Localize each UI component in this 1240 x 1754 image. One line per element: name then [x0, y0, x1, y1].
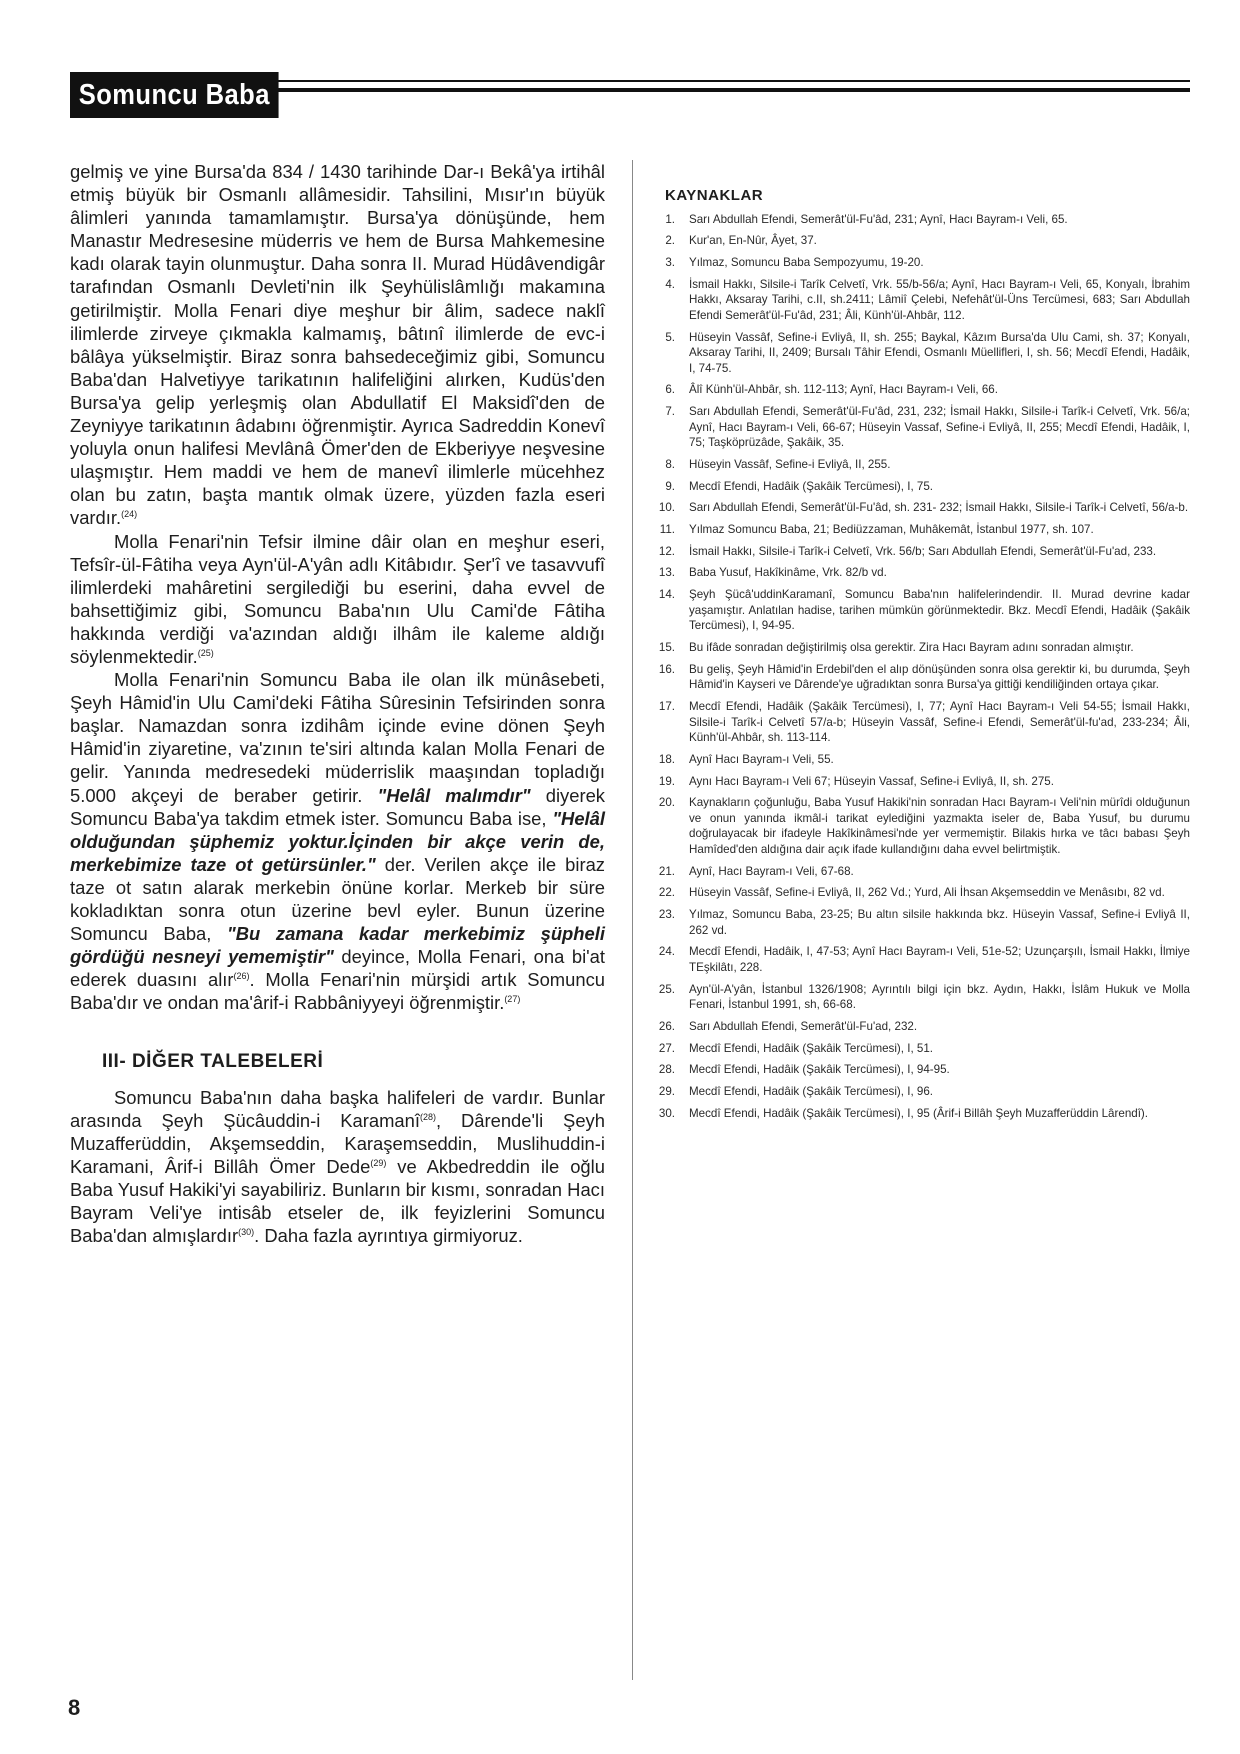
reference-item — [655, 907, 1190, 938]
reference-text: Mecdî Efendi, Hadâik (Şakâik Tercümesi), I, 75. — [689, 479, 934, 493]
reference-text: Baba Yusuf, Hakîkinâme, Vrk. 82/b vd. — [689, 566, 887, 580]
main-text-column — [70, 160, 605, 1247]
reference-item — [655, 752, 1190, 768]
footnote-ref: (26) — [233, 971, 250, 982]
reference-item — [655, 479, 1190, 495]
section-heading: III- DİĞER TALEBELERİ — [102, 1051, 324, 1073]
references-column — [655, 188, 1190, 1127]
reference-number: 19. — [658, 774, 675, 788]
reference-item — [655, 1062, 1190, 1078]
reference-item — [655, 640, 1190, 656]
reference-text: Yılmaz Somuncu Baba, 21; Bediüzzaman, Muhâkemât, İstanbul 1977, sh. 107. — [689, 523, 1094, 537]
paragraph-4: Somuncu Baba'nın daha başka halifeleri de vardır. Bunlar arasında Şeyh Şücâuddin-i Karamanî$^{(28)}$, Dârende'li Şeyh Muzafferüddin, Akşemseddin, Karaşemseddin, Muslihuddin-i Karamani, Ârif-i Billâh Ömer Dede$^{(29)}$ ve Akbedreddin ile oğlu Baba Yusuf Hakiki'yi sayabiliriz. Bunların bir kısmı, sonradan Hacı Bayram Veli'ye intisâb etseler de, ilk feyizlerini Somuncu Baba'dan almışlardır$^{(30)}$. Daha fazla ayrıntıya girmiyoruz. — [70, 1086, 605, 1247]
page-number: 8 — [68, 1695, 81, 1720]
reference-item — [655, 233, 1190, 249]
reference-text: Yılmaz, Somuncu Baba Sempozyumu, 19-20. — [689, 255, 924, 269]
reference-number: 17. — [658, 699, 675, 713]
reference-text: Kaynakların çoğunluğu, Baba Yusuf Hakiki'nin sonradan Hacı Bayram-ı Veli'nin mürîdi olduğunun ve onun yanında ikmâl-i tarikat eylediğini yazmakta iseler de, Baba Yusuf, bu durumu doğrulayacak bir ifadeyle Hakîkinâmesi'nde yer vermemiştir. Bilakis hırka ve tâcı babası Şeyh Hamîded'den aldığına dair açık ifade kullandığını daha evvel belirtmiştik. — [689, 796, 1190, 856]
reference-item — [655, 565, 1190, 581]
reference-number: 9. — [665, 479, 675, 493]
reference-text: Aynî, Hacı Bayram-ı Veli, 67-68. — [689, 864, 854, 878]
reference-number: 24. — [658, 945, 675, 959]
reference-text: Sarı Abdullah Efendi, Semerât'ül-Fu'âd, sh. 231- 232; İsmail Hakkı, Silsile-i Tarîk-i Celvetî, 56/a-b. — [689, 501, 1189, 515]
footnote-ref: (27) — [504, 994, 521, 1005]
reference-item — [655, 457, 1190, 473]
reference-number: 28. — [658, 1063, 675, 1077]
quote-helal-malimdir: "Helâl malımdır" — [377, 784, 531, 806]
quote-helal-oldugundan: "Helâl olduğundan şüphemiz yoktur.İçinden bir akçe verin de, merkebimize taze ot getürsünler." — [70, 807, 605, 875]
reference-item — [655, 522, 1190, 538]
reference-text: Ayn'ül-A'yân, İstanbul 1326/1908; Ayrıntılı bilgi için bkz. Aydın, Hakkı, İslâm Hukuk ve Molla Fenari, İstanbul 1991, sh, 66-68. — [689, 982, 1190, 1012]
footnote-ref: (29) — [370, 1157, 387, 1168]
reference-number: 18. — [658, 752, 675, 766]
reference-item — [655, 944, 1190, 975]
reference-item — [655, 500, 1190, 516]
reference-number: 26. — [658, 1019, 675, 1033]
brand-title: Somuncu Baba — [70, 72, 279, 118]
reference-text: Kur'an, En-Nûr, Âyet, 37. — [689, 234, 817, 248]
reference-number: 11. — [659, 523, 675, 537]
reference-text: Bu geliş, Şeyh Hâmid'in Erdebil'den el alıp dönüşünden sonra olsa gerektir ki, bu durumda, Şeyh Hâmid'in Kayseri ve Dârende'ye uğradıktan sonra Bursa'ya gittiği kendiliğinden ortaya çıkar. — [689, 662, 1190, 692]
quote-bu-zamana-kadar: "Bu zamana kadar merkebimiz şüpheli gördüğü nesneyi yememiştir" — [70, 923, 605, 968]
reference-text: Mecdî Efendi, Hadâik (Şakâik Tercümesi), I, 96. — [689, 1084, 934, 1098]
reference-number: 25. — [658, 982, 675, 996]
reference-number: 12. — [658, 544, 675, 558]
reference-item — [655, 774, 1190, 790]
reference-number: 15. — [658, 640, 675, 654]
reference-item — [655, 795, 1190, 857]
reference-number: 29. — [658, 1084, 675, 1098]
reference-text: Hüseyin Vassâf, Sefine-i Evliyâ, II, sh. 255; Baykal, Kâzım Bursa'da Ulu Cami, sh. 37; Konyalı, Aksaray Tarihi, II, 2409; Bursalı Tâhir Efendi, Osmanlı Müellifleri, I, sh. 56; Mecdî Efendi, Hadâik, I, 74-75. — [689, 330, 1190, 375]
reference-text: İsmail Hakkı, Silsile-i Tarîk Celvetî, Vrk. 55/b-56/a; Aynî, Hacı Bayram-ı Veli, 65, Konyalı, İbrahim Hakkı, Aksaray Tarihi, c.II, sh.2411; Lâmiî Çelebi, Nefehât'ül-Üns Tercümesi, 683; Sarı Abdullah Efendi Semerât'ül-Fu'âd, 231; Âli, Künh'ül-Ahbâr, 112. — [689, 277, 1190, 322]
reference-number: 7. — [665, 405, 675, 419]
reference-item — [655, 587, 1190, 634]
references-list — [655, 212, 1190, 1122]
reference-number: 4. — [665, 277, 675, 291]
reference-item — [655, 212, 1190, 228]
paragraph-2: Molla Fenari'nin Tefsir ilmine dâir olan en meşhur eseri, Tefsîr-ül-Fâtiha veya Ayn'ül-A'yân adlı Kitâbıdır. Şer'î ve tasavvufî ilimlerdeki mahâretini sergilediği bu eserini, daha evvel de bahsettiğimiz gibi, Somuncu Baba'nın Ulu Cami'de Fâtiha hakkında verdiği va'azından aldığı ilhâm ile kaleme aldığı söylenmektedir.$^{(25)}$ — [70, 530, 605, 667]
reference-number: 10. — [658, 501, 675, 515]
reference-text: Bu ifâde sonradan değiştirilmiş olsa gerektir. Zira Hacı Bayram adını sonradan almıştır. — [689, 640, 1134, 654]
reference-text: Aynî Hacı Bayram-ı Veli, 55. — [689, 752, 834, 766]
reference-number: 20. — [658, 796, 675, 810]
reference-item — [655, 1106, 1190, 1122]
reference-number: 16. — [658, 662, 675, 676]
page-header — [70, 60, 1190, 120]
reference-text: Sarı Abdullah Efendi, Semerât'ül-Fu'âd, 231; Aynî, Hacı Bayram-ı Veli, 65. — [689, 212, 1068, 226]
references-title: KAYNAKLAR — [665, 187, 764, 204]
reference-number: 13. — [658, 566, 675, 580]
reference-item — [655, 1084, 1190, 1100]
reference-item — [655, 404, 1190, 451]
reference-number: 27. — [658, 1041, 675, 1055]
reference-number: 2. — [665, 234, 675, 248]
footnote-ref: (30) — [238, 1227, 255, 1237]
reference-text: Aynı Hacı Bayram-ı Veli 67; Hüseyin Vassaf, Sefine-i Evliyâ, II, sh. 275. — [689, 774, 1054, 788]
reference-item — [655, 864, 1190, 880]
footnote-ref: (24) — [121, 509, 138, 520]
reference-item — [655, 699, 1190, 746]
reference-text: Hüseyin Vassâf, Sefine-i Evliyâ, II, 255. — [689, 457, 891, 471]
reference-number: 1. — [665, 212, 675, 226]
reference-text: Hüseyin Vassâf, Sefine-i Evliyâ, II, 262 Vd.; Yurd, Ali İhsan Akşemseddin ve Menâsıbı, 82 vd. — [689, 886, 1165, 900]
reference-item — [655, 662, 1190, 693]
reference-text: Yılmaz, Somuncu Baba, 23-25; Bu altın silsile hakkında bkz. Hüseyin Vassaf, Sefine-i Evliyâ II, 262 vd. — [689, 908, 1190, 937]
reference-item — [655, 1041, 1190, 1057]
reference-item — [655, 885, 1190, 901]
reference-number: 21. — [658, 864, 675, 878]
reference-number: 30. — [658, 1106, 675, 1120]
reference-item — [655, 330, 1190, 377]
reference-item — [655, 982, 1190, 1013]
reference-text: Mecdî Efendi, Hadâik (Şakâik Tercümesi), I, 94-95. — [689, 1063, 950, 1077]
reference-item — [655, 255, 1190, 271]
header-rule-thick — [270, 88, 1190, 92]
reference-text: Mecdî Efendi, Hadâik (Şakâik Tercümesi), I, 51. — [689, 1041, 934, 1055]
reference-item — [655, 544, 1190, 560]
reference-text: Mecdî Efendi, Hadâik, I, 47-53; Aynî Hacı Bayram-ı Veli, 51e-52; Uzunçarşılı, İsmail Hakkı, İlmiye TEşkilâtı, 228. — [689, 945, 1190, 974]
reference-number: 23. — [658, 908, 675, 922]
reference-number: 6. — [665, 383, 675, 397]
reference-text: Mecdî Efendi, Hadâik (Şakâik Tercümesi), I, 77; Aynî Hacı Bayram-ı Veli 54-55; İsmail Hakkı, Silsile-i Tarîk-i Celvetî 57/a-b; Hüseyin Vassâf, Sefine-i Efendi, Semerât'ül-fu'ad, 233-234; Âli, Künh'ül-Ahbâr, sh. 113-114. — [689, 699, 1190, 745]
reference-text: İsmail Hakkı, Silsile-i Tarîk-i Celvetî, Vrk. 56/b; Sarı Abdullah Efendi, Semerât'ül-Fu'ad, 233. — [689, 544, 1157, 558]
reference-item — [655, 382, 1190, 398]
reference-number: 22. — [658, 886, 675, 900]
reference-number: 8. — [665, 457, 675, 471]
reference-text: Sarı Abdullah Efendi, Semerât'ül-Fu'ad, 232. — [689, 1019, 918, 1033]
reference-number: 14. — [658, 588, 675, 602]
footnote-ref: (28) — [419, 1111, 436, 1122]
reference-text: Şeyh Şücâ'uddinKaramanî, Somuncu Baba'nın halifelerindendir. II. Murad devrine kadar yaşamıştır. Anlatılan hadise, tarihen mümkün görünmektedir. Bkz. Mecdî Efendi, Hadâik (Şakâik Tercümesi), I, 94-95. — [689, 588, 1190, 633]
column-divider — [632, 160, 633, 1680]
reference-number: 5. — [665, 330, 675, 344]
footnote-ref: (25) — [197, 647, 214, 658]
reference-item — [655, 277, 1190, 324]
reference-number: 3. — [665, 255, 675, 269]
reference-text: Mecdî Efendi, Hadâik (Şakâik Tercümesi), I, 95 (Ârif-i Billâh Şeyh Muzafferüddin Lârendî). — [689, 1106, 1149, 1120]
reference-text: Sarı Abdullah Efendi, Semerât'ül-Fu'âd, 231, 232; İsmail Hakkı, Silsile-i Tarîk-i Celvetî, Vrk. 56/a; Aynî, Hacı Bayram-ı Veli, 66-67; Hüseyin Vassaf, Sefine-i Evliyâ, II, 255; Mecdî Efendi, Hadâik, I, 75; Taşköprüzâde, Şakâik, 35. — [689, 405, 1190, 450]
reference-text: Âlî Künh'ül-Ahbâr, sh. 112-113; Aynî, Hacı Bayram-ı Veli, 66. — [689, 383, 998, 397]
header-rule-thin — [270, 80, 1190, 82]
paragraph-3: Molla Fenari'nin Somuncu Baba ile olan ilk münâsebeti, Şeyh Hâmid'in Ulu Cami'deki Fâtiha Sûresinin Tefsirinden sonra başlar. Namazdan sonra izdihâm içinde evine dönen Şeyh Hâmid'in ziyaretine, va'zının te'siri altında kalan Molla Fenari de gelir. Yanında medresedeki müderrislik maaşından topladığı 5.000 akçeyi de beraber getirir. "Helâl malımdır" diyerek Somuncu Baba'ya takdim etmek ister. Somuncu Baba ise, "Helâl olduğundan şüphemiz yoktur.İçinden bir akçe verin de, merkebimize taze ot getürsünler." der. Verilen akçe ile biraz taze ot satın alarak merkebin önüne korlar. Merkeb bir süre kokladıktan sonra otun üzerine bevl eyler. Bunun üzerine Somuncu Baba, "Bu zamana kadar merkebimiz şüpheli gördüğü nesneyi yememiştir" deyince, Molla Fenari, ona bi'at ederek duasını alır$^{(26)}$. Molla Fenari'nin mürşidi artık Somuncu Baba'dır ve ondan ma'ârif-i Rabbâniyyeyi öğrenmiştir.$^{(27)}$ — [70, 669, 606, 1014]
paragraph-1: gelmiş ve yine Bursa'da 834 / 1430 tarihinde Dar-ı Bekâ'ya irtihâl etmiş büyük bir Osmanlı allâmesidir. Tahsilini, Mısır'ın büyük âlimleri yanında tamamlamıştır. Bursa'ya dönüşünde, hem Manastır Medresesine müderris ve hem de Bursa Mahkemesine kadı olarak tayin olunmuştur. Daha sonra II. Murad Hüdâvendigâr tarafından Osmanlı Devleti'nin ilk Şeyhülislâmlığı makamına getirilmiştir. Molla Fenari diye meşhur bir âlim, sadece naklî ilimlerde zirveye çıkmakla kalmamış, bâtınî ilimlerde de evc-i bâlâya yükselmiştir. Biraz sonra bahsedeceğimiz gibi, Somuncu Baba'dan Halvetiyye tarikatının halifeliğini alırken, Kudüs'den Bursa'ya gelip yerleşmiş olan Abdullatif El Maksidî'den de Zeyniyye tarikatının âdabını öğrenmiştir. Ayrıca Sadreddin Konevî yoluyla onun halifesi Mevlânâ Ömer'den de Ekberiyye neşvesine ulaşmıştır. Hem maddi ve hem de manevî ilimlerle mücehhez olan bu zatın, başta mantık olmak üzere, yüzden fazla eseri vardır.$^{(24)}$ — [70, 161, 605, 529]
reference-item — [655, 1019, 1190, 1035]
